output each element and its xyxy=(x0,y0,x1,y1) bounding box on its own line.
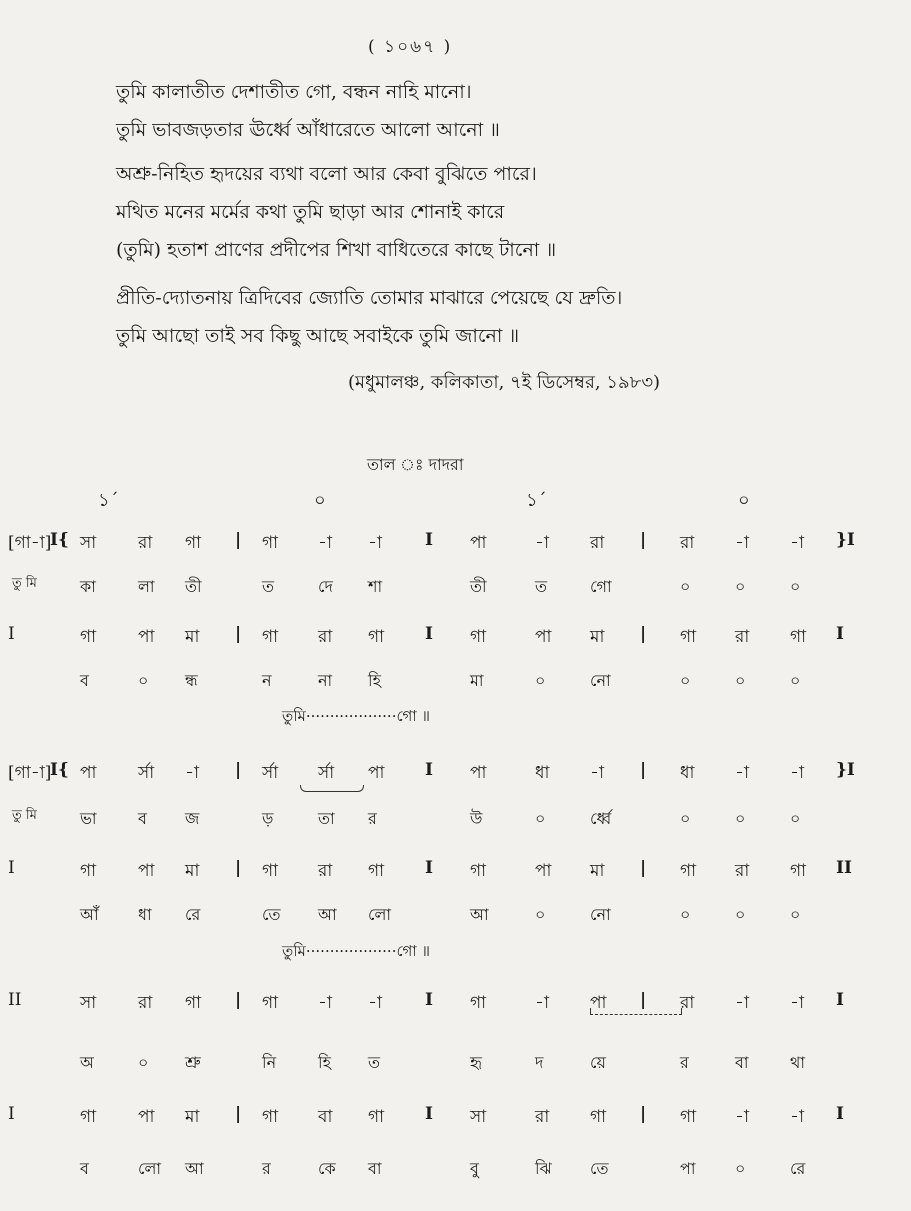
lyric-syllable: ০ xyxy=(735,905,746,924)
sargam-note: -া xyxy=(790,993,804,1013)
sargam-note: মা xyxy=(185,1107,200,1127)
sargam-note: পা xyxy=(138,1107,155,1127)
repeat-line: তুমি···················গো ॥ xyxy=(282,707,430,725)
sargam-note: বা xyxy=(318,1107,333,1127)
lyric-syllable: পা xyxy=(680,1159,696,1178)
slur-mark xyxy=(300,785,364,792)
lyric-syllable: না xyxy=(318,671,333,690)
beat-mark: ১´ xyxy=(98,490,119,511)
sargam-note: I xyxy=(425,990,433,1010)
lyric-syllable: উ xyxy=(470,809,483,828)
sargam-note: | xyxy=(640,990,647,1010)
lyric-syllable: ০ xyxy=(790,577,801,596)
sargam-note: রা xyxy=(318,627,333,647)
sargam-note: গা xyxy=(470,627,487,647)
lyric-syllable: রে xyxy=(185,905,201,924)
sargam-note: মা xyxy=(185,627,200,647)
tala-heading: তাল ঃ দাদরা xyxy=(367,455,464,474)
sargam-note: র্সা xyxy=(262,763,279,783)
open-bar: I{ xyxy=(50,760,69,780)
lyric-syllable: ত xyxy=(368,1053,381,1072)
sargam-note: পা xyxy=(138,861,155,881)
sargam-note: সা xyxy=(470,1107,487,1127)
sargam-note: গা xyxy=(262,533,279,553)
lyric-syllable: ব xyxy=(80,1159,89,1178)
sargam-note: ধা xyxy=(680,763,695,783)
sargam-note: গা xyxy=(368,1107,385,1127)
lyric-syllable: ন xyxy=(262,671,272,690)
sargam-note: গা xyxy=(590,1107,607,1127)
beat-mark: ১´ xyxy=(526,490,547,511)
lyric-syllable: ০ xyxy=(680,671,691,690)
lyric-syllable: ড় xyxy=(262,809,274,828)
lyric-syllable: ব xyxy=(138,809,147,828)
lyric-syllable: তে xyxy=(262,905,281,924)
lyric-syllable: ০ xyxy=(735,809,746,828)
lyric-syllable: আ xyxy=(185,1159,204,1178)
sargam-note: রা xyxy=(138,993,153,1013)
sargam-note: -া xyxy=(735,533,749,553)
sargam-note: গা xyxy=(790,861,807,881)
verse-line: মথিত মনের মর্মের কথা তুমি ছাড়া আর শোনাই কারে xyxy=(116,201,505,223)
lyric-syllable: মা xyxy=(470,671,484,690)
sargam-note: | xyxy=(640,760,647,780)
sargam-note: | xyxy=(640,624,647,644)
sargam-note: -া xyxy=(735,993,749,1013)
sargam-note: গা xyxy=(80,627,97,647)
lyric-syllable: ০ xyxy=(535,671,546,690)
sargam-note: রা xyxy=(735,627,750,647)
sargam-note: গা xyxy=(368,861,385,881)
sargam-note: মা xyxy=(185,861,200,881)
lyric-syllable: তা xyxy=(318,809,335,828)
lyric-row xyxy=(0,1156,911,1186)
sargam-note: সা xyxy=(80,993,97,1013)
sargam-note: রা xyxy=(535,1107,550,1127)
verse-line: প্রীতি-দ্যোতনায় ত্রিদিবের জ্যোতি তোমার মাঝারে পেয়েছে যে দ্রুতি। xyxy=(116,287,623,309)
slur-mark xyxy=(590,1008,682,1015)
lyric-syllable: ব xyxy=(80,671,89,690)
lyric-syllable: শ্রু xyxy=(185,1053,201,1072)
close-bar: I xyxy=(836,624,844,644)
row-lead: I xyxy=(8,858,15,878)
sargam-note: র্সা xyxy=(138,763,155,783)
lyric-row xyxy=(0,1050,911,1080)
sargam-note: গা xyxy=(80,1107,97,1127)
lyric-syllable: ০ xyxy=(735,671,746,690)
beat-mark: ০ xyxy=(314,490,326,511)
verse-line: তুমি ভাবজড়তার ঊর্ধ্বে আঁধারেতে আলো আনো ॥ xyxy=(116,119,500,141)
sargam-note: -া xyxy=(318,533,332,553)
sargam-note: | xyxy=(235,990,242,1010)
close-bar: }I xyxy=(836,530,855,550)
verse-line: (তুমি) হতাশ প্রাণের প্রদীপের শিখা বাধিতেরে কাছে টানো ॥ xyxy=(116,239,557,261)
sargam-note: | xyxy=(235,530,242,550)
lyric-syllable: রে xyxy=(790,1159,806,1178)
sargam-note: গা xyxy=(185,993,202,1013)
sargam-note: গা xyxy=(262,993,279,1013)
lyric-syllable: র xyxy=(368,809,377,828)
lyric-syllable: দে xyxy=(318,577,333,596)
row-lead: I xyxy=(8,1104,15,1124)
lyric-syllable: হি xyxy=(368,671,381,690)
sargam-note: সা xyxy=(80,533,97,553)
lyric-syllable: ০ xyxy=(735,577,746,596)
lyric-syllable: লো xyxy=(138,1159,162,1178)
sargam-note: গা xyxy=(262,627,279,647)
sargam-note: গা xyxy=(470,993,487,1013)
verse-line: অশ্রু-নিহিত হৃদয়ের ব্যথা বলো আর কেবা বুঝিতে পারে। xyxy=(116,163,537,185)
sargam-note: রা xyxy=(735,861,750,881)
lyric-row xyxy=(0,668,911,698)
sargam-note: গা xyxy=(470,861,487,881)
lyric-syllable: থা xyxy=(790,1053,806,1072)
sargam-note: গা xyxy=(80,861,97,881)
sargam-note: -া xyxy=(185,763,199,783)
lyric-syllable: ০ xyxy=(535,809,546,828)
sargam-note: গা xyxy=(262,1107,279,1127)
sargam-note: পা xyxy=(138,627,155,647)
sargam-note: -া xyxy=(790,763,804,783)
sargam-note: গা xyxy=(262,861,279,881)
lyric-syllable: বা xyxy=(368,1159,382,1178)
lyric-syllable: ০ xyxy=(790,671,801,690)
sargam-note: -া xyxy=(590,763,604,783)
sargam-note: গা xyxy=(368,627,385,647)
lyric-syllable: গো xyxy=(590,577,612,596)
lyric-syllable: ০ xyxy=(680,577,691,596)
lyric-syllable: নো xyxy=(590,905,611,924)
close-bar: I xyxy=(836,990,844,1010)
sargam-note: -া xyxy=(368,533,382,553)
lyric-syllable: ০ xyxy=(535,905,546,924)
lyric-syllable: আঁ xyxy=(80,905,99,924)
row-lead: I xyxy=(8,624,15,644)
row-lead: II xyxy=(8,990,22,1010)
sargam-note: -া xyxy=(318,993,332,1013)
sargam-note: | xyxy=(235,624,242,644)
row-lead: [গা-া] xyxy=(8,763,52,783)
sargam-note: রা xyxy=(680,993,695,1013)
sargam-note: -া xyxy=(790,533,804,553)
lyric-syllable: ঝি xyxy=(535,1159,552,1178)
sargam-row xyxy=(0,624,911,654)
lyric-syllable: ধা xyxy=(138,905,152,924)
lyric-lead: তু মি xyxy=(12,576,37,591)
sargam-note: I xyxy=(425,1104,433,1124)
lyric-row xyxy=(0,902,911,932)
lyric-syllable: ০ xyxy=(138,1053,149,1072)
lyric-syllable: ০ xyxy=(680,809,691,828)
lyric-syllable: বা xyxy=(735,1053,749,1072)
lyric-syllable: কা xyxy=(80,577,96,596)
lyric-syllable: অ xyxy=(80,1053,94,1072)
sargam-row xyxy=(0,990,911,1020)
lyric-syllable: দ xyxy=(535,1053,544,1072)
open-bar: I{ xyxy=(50,530,69,550)
sargam-note: গা xyxy=(680,627,697,647)
sargam-note: রা xyxy=(680,533,695,553)
repeat-line: তুমি···················গো ॥ xyxy=(282,942,430,960)
sargam-note: পা xyxy=(535,861,552,881)
sargam-note: | xyxy=(640,858,647,878)
sargam-note: পা xyxy=(80,763,97,783)
sargam-note: পা xyxy=(590,993,607,1013)
lyric-syllable: লো xyxy=(368,905,392,924)
sargam-note: মা xyxy=(590,627,605,647)
sargam-row xyxy=(0,1104,911,1134)
sargam-note: ধা xyxy=(535,763,550,783)
sargam-note: পা xyxy=(535,627,552,647)
sargam-note: পা xyxy=(470,533,487,553)
row-lead: [গা-া] xyxy=(8,533,52,553)
sargam-note: -া xyxy=(535,993,549,1013)
lyric-row xyxy=(0,806,911,836)
sargam-note: গা xyxy=(680,1107,697,1127)
lyric-syllable: য়ে xyxy=(590,1053,606,1072)
close-bar: I xyxy=(836,1104,844,1124)
sargam-note: গা xyxy=(790,627,807,647)
sargam-note: -া xyxy=(735,763,749,783)
sargam-note: মা xyxy=(590,861,605,881)
sargam-note: রা xyxy=(590,533,605,553)
lyric-syllable: হৃ xyxy=(470,1053,482,1072)
lyric-syllable: ন্ধ xyxy=(185,671,198,690)
sargam-note: I xyxy=(425,760,433,780)
sargam-note: -া xyxy=(790,1107,804,1127)
lyric-syllable: হি xyxy=(318,1053,331,1072)
sargam-note: | xyxy=(640,1104,647,1124)
lyric-syllable: র্ধ্বে xyxy=(590,809,612,828)
lyric-syllable: শা xyxy=(368,577,383,596)
lyric-syllable: ভা xyxy=(80,809,97,828)
lyric-syllable: ০ xyxy=(680,905,691,924)
sargam-note: রা xyxy=(138,533,153,553)
verse-line: তুমি আছো তাই সব কিছু আছে সবাইকে তুমি জানো ॥ xyxy=(116,325,520,347)
sargam-row xyxy=(0,760,911,790)
lyric-syllable: নো xyxy=(590,671,611,690)
sargam-note: গা xyxy=(185,533,202,553)
beat-mark: ০ xyxy=(738,490,750,511)
verse-line: তুমি কালাতীত দেশাতীত গো, বন্ধন নাহি মানো। xyxy=(116,81,472,103)
sargam-note: | xyxy=(235,1104,242,1124)
lyric-syllable: র xyxy=(680,1053,689,1072)
beat-marks xyxy=(0,486,911,512)
sargam-note: I xyxy=(425,530,433,550)
lyric-syllable: ০ xyxy=(790,809,801,828)
sargam-note: I xyxy=(425,624,433,644)
sargam-row xyxy=(0,858,911,888)
sargam-note: রা xyxy=(318,861,333,881)
page-number: ( ১০৬৭ ) xyxy=(368,37,453,57)
sargam-note: -া xyxy=(535,533,549,553)
lyric-syllable: বু xyxy=(470,1159,479,1178)
sargam-note: | xyxy=(640,530,647,550)
lyric-lead: তু মি xyxy=(12,808,37,823)
sargam-note: | xyxy=(235,760,242,780)
composition-credit: (মধুমালঞ্চ, কলিকাতা, ৭ই ডিসেম্বর, ১৯৮৩) xyxy=(348,372,661,393)
lyric-syllable: ০ xyxy=(735,1159,746,1178)
lyric-syllable: ত xyxy=(262,577,275,596)
lyric-syllable: নি xyxy=(262,1053,277,1072)
close-bar: II xyxy=(836,858,852,878)
lyric-syllable: আ xyxy=(470,905,489,924)
sargam-note: -া xyxy=(735,1107,749,1127)
sargam-note: গা xyxy=(680,861,697,881)
lyric-syllable: তী xyxy=(185,577,202,596)
lyric-syllable: লা xyxy=(138,577,155,596)
lyric-syllable: জ xyxy=(185,809,200,828)
close-bar: }I xyxy=(836,760,855,780)
lyric-syllable: ০ xyxy=(138,671,149,690)
sargam-note: I xyxy=(425,858,433,878)
lyric-row xyxy=(0,574,911,604)
lyric-syllable: তী xyxy=(470,577,487,596)
sargam-note: -া xyxy=(368,993,382,1013)
lyric-syllable: কে xyxy=(318,1159,336,1178)
lyric-syllable: ত xyxy=(535,577,548,596)
lyric-syllable: আ xyxy=(318,905,337,924)
lyric-syllable: তে xyxy=(590,1159,609,1178)
sargam-row xyxy=(0,530,911,560)
lyric-syllable: র xyxy=(262,1159,271,1178)
sargam-note: পা xyxy=(368,763,385,783)
sargam-note: র্সা xyxy=(318,763,335,783)
sargam-note: পা xyxy=(470,763,487,783)
lyric-syllable: ০ xyxy=(790,905,801,924)
sargam-note: | xyxy=(235,858,242,878)
